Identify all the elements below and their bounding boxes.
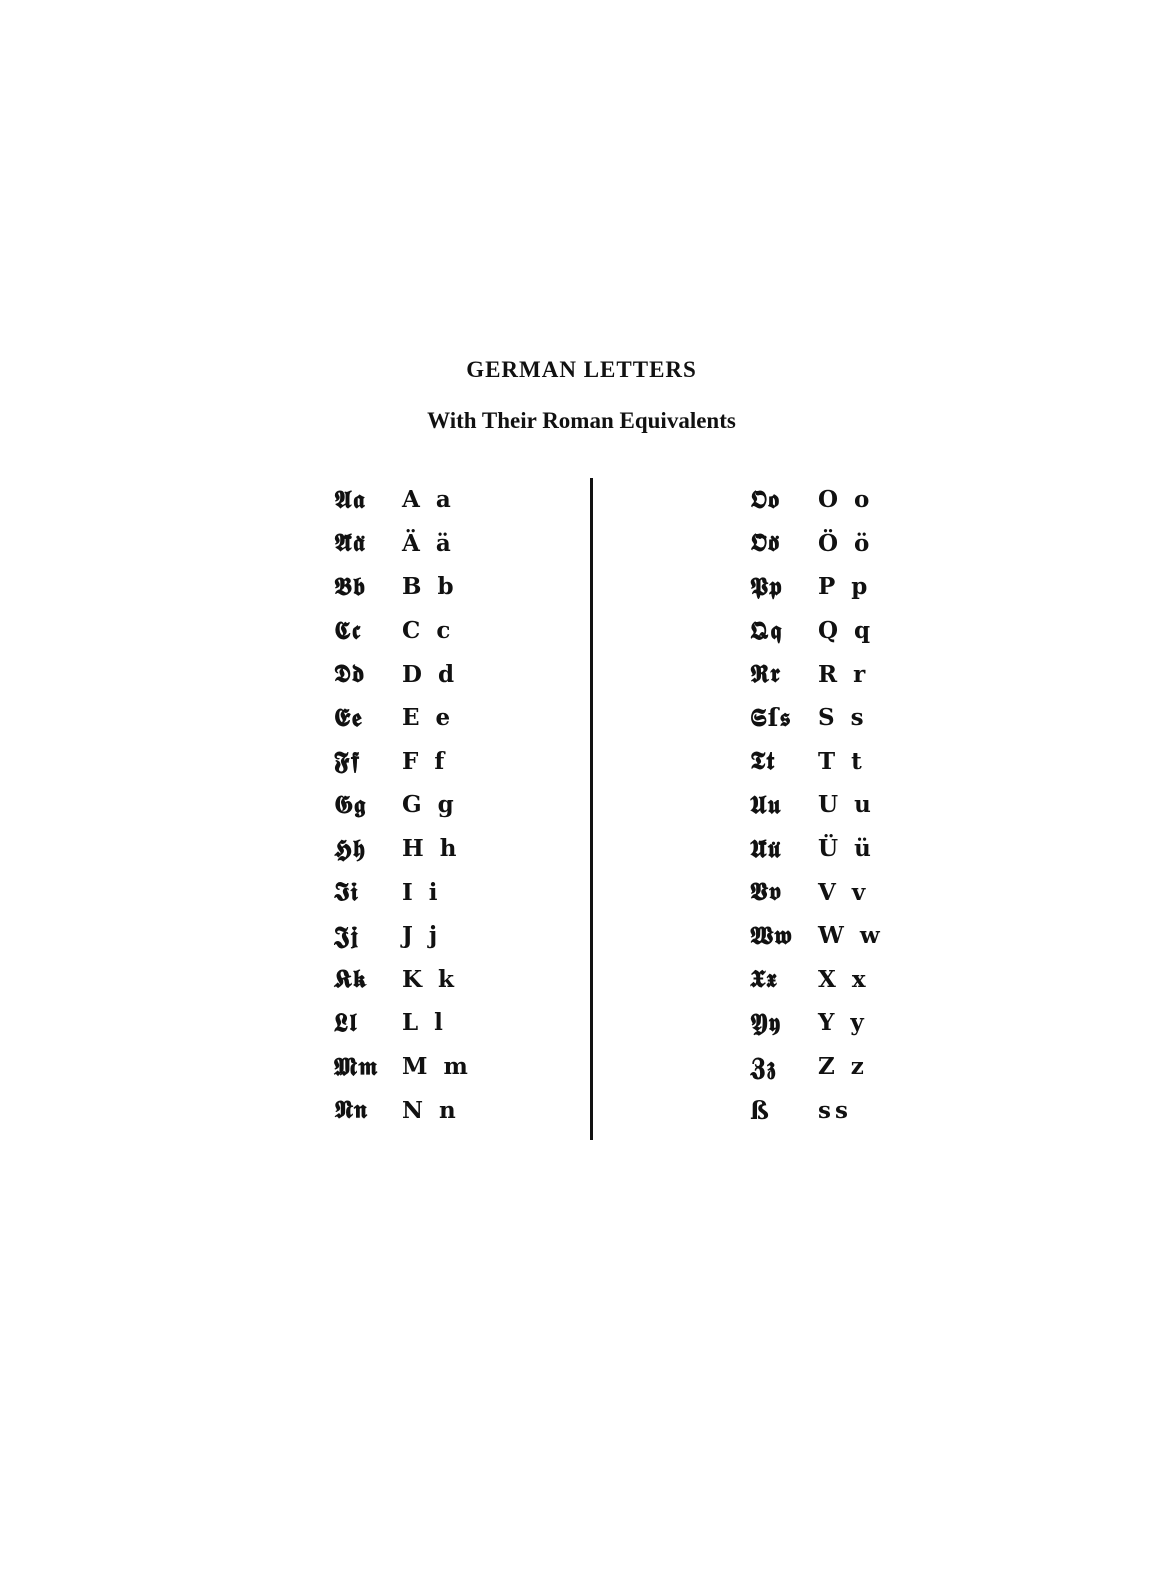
letter-row: [750, 565, 884, 609]
letter-row: [334, 565, 472, 609]
letter-row: [334, 914, 472, 958]
gothic-letter: 𝕴𝖎: [334, 877, 359, 907]
letter-row: [750, 522, 884, 566]
gothic-letter: 𝕼𝖖: [750, 615, 783, 645]
letter-row: [750, 1001, 884, 1045]
roman-letter: E e: [402, 704, 455, 732]
right-letter-column: [750, 478, 884, 1132]
roman-letter: V v: [818, 878, 870, 906]
gothic-letter: 𝕵𝖏: [334, 920, 360, 950]
gothic-letter: 𝖅𝖟: [750, 1051, 777, 1081]
roman-letter: Ü ü: [818, 835, 875, 863]
letter-row: [334, 958, 472, 1002]
roman-letter: T t: [818, 747, 866, 775]
roman-letter: ss: [818, 1096, 852, 1124]
roman-letter: R r: [818, 660, 870, 688]
roman-letter: F f: [402, 747, 449, 775]
letter-row: [334, 827, 472, 871]
letter-row: [750, 652, 884, 696]
gothic-letter: 𝕿𝖙: [750, 746, 776, 776]
roman-letter: B b: [402, 573, 458, 601]
letter-row: [750, 827, 884, 871]
letter-row: [750, 870, 884, 914]
gothic-letter: 𝕲𝖌: [334, 789, 367, 819]
letter-row: [750, 1088, 884, 1132]
letter-row: [334, 740, 472, 784]
gothic-letter: 𝕻𝖕: [750, 571, 783, 601]
roman-letter: Y y: [818, 1009, 868, 1037]
gothic-letter: 𝖄𝖞: [750, 1007, 782, 1037]
roman-letter: A a: [402, 486, 455, 514]
roman-letter: K k: [402, 965, 458, 993]
gothic-letter: 𝖀̈𝖚̈: [750, 833, 782, 863]
letter-row: [334, 1088, 472, 1132]
roman-letter: Ö ö: [818, 529, 874, 557]
roman-letter: Z z: [818, 1053, 868, 1081]
gothic-letter: 𝕺̈𝖔̈: [750, 528, 780, 558]
roman-letter: N n: [402, 1096, 460, 1124]
letter-row: [750, 958, 884, 1002]
gothic-letter: 𝕯𝖉: [334, 659, 366, 689]
roman-letter: Q q: [818, 617, 875, 645]
gothic-letter: 𝕬𝖆: [334, 484, 366, 514]
roman-letter: S s: [818, 704, 868, 732]
roman-letter: O o: [818, 486, 874, 514]
letter-row: [334, 783, 472, 827]
gothic-letter: 𝕱𝖋: [334, 746, 361, 776]
gothic-letter: 𝕽𝖗: [750, 659, 781, 689]
roman-letter: G g: [402, 791, 458, 819]
roman-letter: C c: [402, 617, 455, 645]
roman-letter: P p: [818, 573, 872, 601]
gothic-letter: 𝕬̈𝖆̈: [334, 528, 366, 558]
roman-letter: X x: [818, 965, 870, 993]
letter-row: [750, 740, 884, 784]
letter-row: [334, 652, 472, 696]
roman-letter: W w: [818, 922, 884, 950]
letter-row: [334, 870, 472, 914]
gothic-letter: 𝖁𝖛: [750, 877, 783, 907]
roman-letter: D d: [402, 660, 459, 688]
gothic-letter: 𝖂𝖜: [750, 920, 793, 950]
gothic-letter: 𝕸𝖒: [334, 1051, 379, 1081]
gothic-letter: ß: [750, 1095, 770, 1125]
letter-row: [750, 1045, 884, 1089]
letter-row: [750, 914, 884, 958]
roman-letter: Ä ä: [402, 529, 455, 557]
gothic-letter: 𝖃𝖝: [750, 964, 778, 994]
letter-row: [334, 522, 472, 566]
letter-row: [750, 783, 884, 827]
letter-row: [334, 1045, 472, 1089]
letter-row: [334, 478, 472, 522]
letter-row: [334, 609, 472, 653]
gothic-letter: 𝕶𝖐: [334, 964, 368, 994]
letter-row: [750, 696, 884, 740]
letter-row: [750, 609, 884, 653]
roman-letter: H h: [402, 835, 461, 863]
gothic-letter: 𝕺𝖔: [750, 484, 780, 514]
gothic-letter: 𝕳𝖍: [334, 833, 367, 863]
gothic-letter: 𝕹𝖓: [334, 1095, 368, 1125]
left-letter-column: [334, 478, 472, 1132]
gothic-letter: 𝕮𝖈: [334, 615, 362, 645]
letter-row: [334, 696, 472, 740]
gothic-letter: 𝖀𝖚: [750, 789, 782, 819]
roman-letter: L l: [402, 1009, 447, 1037]
page-title: GERMAN LETTERS: [466, 357, 697, 382]
roman-letter: J j: [402, 922, 442, 950]
column-divider: [590, 478, 593, 1140]
roman-letter: M m: [402, 1053, 472, 1081]
gothic-letter: 𝕰𝖊: [334, 702, 363, 732]
letter-row: [334, 1001, 472, 1045]
letter-row: [750, 478, 884, 522]
page-subtitle: With Their Roman Equivalents: [427, 408, 736, 433]
gothic-letter: 𝕾ſ𝖘: [750, 702, 792, 732]
roman-letter: U u: [818, 791, 875, 819]
roman-letter: I i: [402, 878, 442, 906]
gothic-letter: 𝕷𝖑: [334, 1007, 358, 1037]
gothic-letter: 𝕭𝖇: [334, 571, 367, 601]
